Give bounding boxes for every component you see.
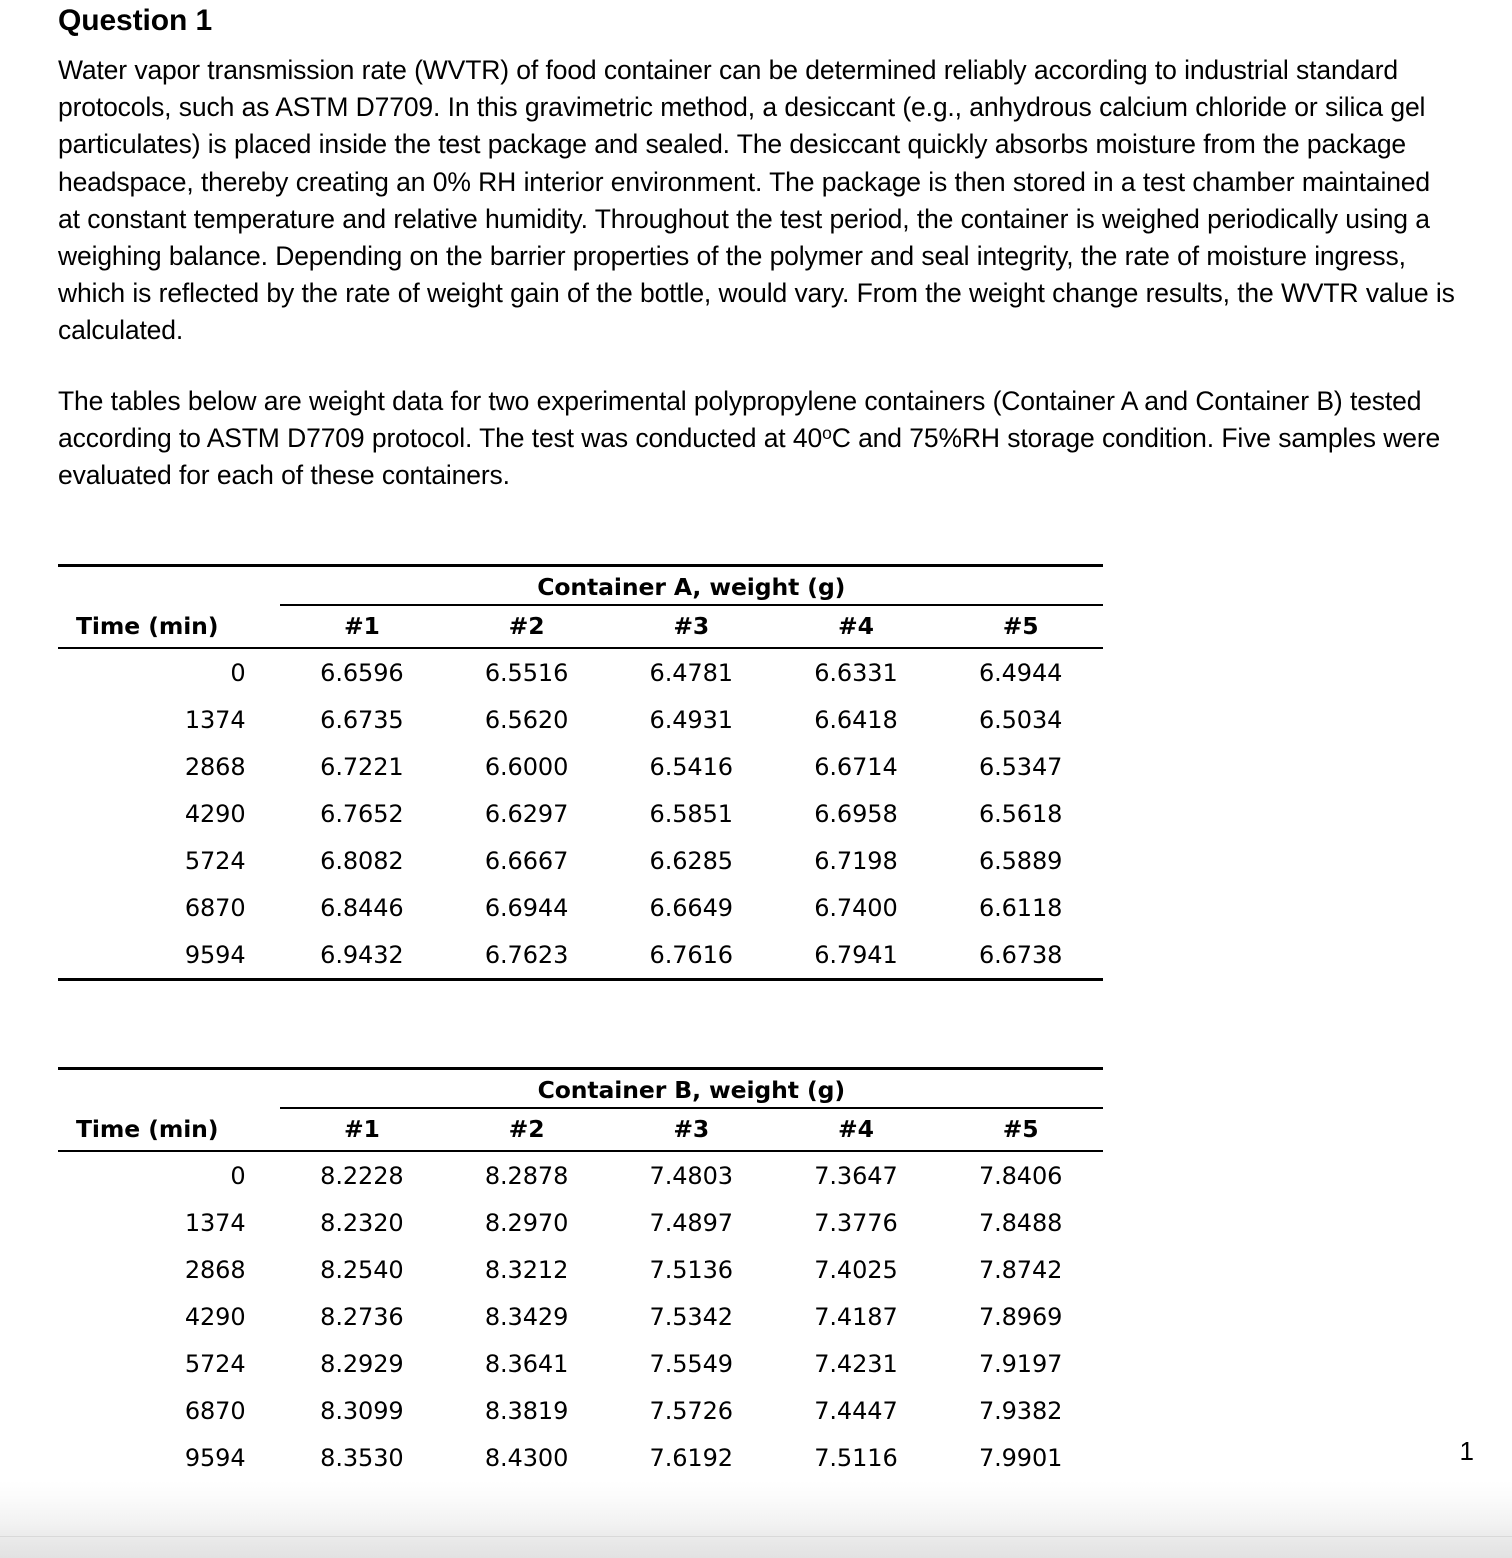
cell-value: 6.6667 xyxy=(484,846,569,875)
cell-value: 6.7652 xyxy=(320,799,404,828)
column-header-s4: #4 xyxy=(774,1108,939,1151)
cell-value: 8.2540 xyxy=(320,1255,404,1284)
cell-time: 4290 xyxy=(184,1302,246,1331)
column-header-s5: #5 xyxy=(938,605,1103,648)
cell-value: 6.7221 xyxy=(320,752,404,781)
cell-value: 7.5342 xyxy=(649,1302,733,1331)
cell-value: 8.2970 xyxy=(484,1208,569,1237)
cell-value: 6.6958 xyxy=(814,799,898,828)
cell-value: 6.9432 xyxy=(320,940,404,969)
cell-time: 4290 xyxy=(184,799,246,828)
cell-time: 1374 xyxy=(184,1208,246,1237)
degree-superscript: o xyxy=(822,422,832,443)
cell-value: 6.8446 xyxy=(320,893,404,922)
cell-value: 7.4025 xyxy=(814,1255,898,1284)
cell-value: 6.7623 xyxy=(484,940,569,969)
cell-value: 7.8742 xyxy=(978,1255,1063,1284)
cell-value: 8.3530 xyxy=(320,1443,404,1472)
table-row xyxy=(58,1434,1103,1483)
cell-time: 0 xyxy=(230,658,246,687)
table-row xyxy=(58,884,1103,931)
cell-value: 6.5347 xyxy=(978,752,1063,781)
cell-time: 2868 xyxy=(184,752,246,781)
table-row xyxy=(58,743,1103,790)
cell-value: 8.3641 xyxy=(484,1349,569,1378)
cell-value: 6.4781 xyxy=(649,658,733,687)
cell-value: 7.9197 xyxy=(978,1349,1063,1378)
cell-value: 6.7198 xyxy=(814,846,898,875)
container-b-table-wrapper xyxy=(58,1067,1103,1484)
table-column-header-row xyxy=(58,1108,1103,1151)
cell-value: 8.2878 xyxy=(484,1161,569,1190)
cell-time: 9594 xyxy=(184,940,246,969)
table-bottom-rule xyxy=(58,980,1103,982)
table-row xyxy=(58,1151,1103,1199)
page-bottom-edge xyxy=(0,1481,1512,1558)
cell-value: 6.6331 xyxy=(814,658,898,687)
span-blank-cell xyxy=(58,567,280,605)
cell-value: 6.6418 xyxy=(814,705,898,734)
cell-value: 7.4897 xyxy=(649,1208,733,1237)
container-b-table xyxy=(58,1067,1103,1484)
container-a-span-header: Container A, weight (g) xyxy=(280,567,1103,605)
cell-value: 6.5416 xyxy=(649,752,733,781)
cell-time: 6870 xyxy=(184,893,246,922)
cell-value: 6.6285 xyxy=(649,846,733,875)
tables-description-part2: C and 75%RH storage condition. Five samples were evaluated for each of these containers. xyxy=(58,422,1441,491)
cell-time: 0 xyxy=(230,1161,246,1190)
cell-value: 8.2320 xyxy=(320,1208,404,1237)
cell-value: 8.3212 xyxy=(484,1255,569,1284)
cell-value: 7.5549 xyxy=(649,1349,733,1378)
cell-value: 7.4231 xyxy=(814,1349,898,1378)
cell-value: 8.2929 xyxy=(320,1349,404,1378)
tables-description-part1: The tables below are weight data for two experimental polypropylene containers (Container A and Container B) tested according to ASTM D7709 protocol. The test was conducted at 40 xyxy=(58,385,1422,453)
cell-value: 6.4931 xyxy=(649,705,733,734)
container-b-span-header: Container B, weight (g) xyxy=(280,1070,1103,1108)
table-row xyxy=(58,1293,1103,1340)
cell-value: 8.4300 xyxy=(484,1443,569,1472)
table-row xyxy=(58,1246,1103,1293)
column-header-s3: #3 xyxy=(609,1108,774,1151)
cell-value: 7.9382 xyxy=(978,1396,1063,1425)
cell-value: 6.6118 xyxy=(978,893,1063,922)
cell-value: 6.4944 xyxy=(978,658,1063,687)
column-header-time: Time (min) xyxy=(58,1108,280,1151)
page-title: Question 1 xyxy=(58,4,213,37)
container-a-table-wrapper xyxy=(58,564,1103,981)
cell-value: 6.6297 xyxy=(484,799,569,828)
cell-value: 7.3776 xyxy=(814,1208,898,1237)
table-span-header-row xyxy=(58,567,1103,605)
cell-value: 6.7616 xyxy=(649,940,733,969)
cell-time: 5724 xyxy=(184,846,246,875)
cell-value: 6.5889 xyxy=(978,846,1063,875)
cell-value: 7.4803 xyxy=(649,1161,733,1190)
cell-value: 6.8082 xyxy=(320,846,404,875)
cell-value: 7.5136 xyxy=(649,1255,733,1284)
cell-value: 7.8406 xyxy=(978,1161,1063,1190)
container-a-table xyxy=(58,564,1103,981)
page-content xyxy=(58,0,1458,1484)
cell-value: 6.5034 xyxy=(978,705,1063,734)
cell-value: 6.6738 xyxy=(978,940,1063,969)
intro-paragraph: Water vapor transmission rate (WVTR) of food container can be determined reliably according to industrial standard protocols, such as ASTM D7709. In this gravimetric method, a desiccant (e.g., anhydrous calcium chloride or silica gel particulates) is placed inside the test package and sealed. The desiccant quickly absorbs moisture from the package headspace, thereby creating an 0% RH interior environment. The package is then stored in a test chamber maintained at constant temperature and relative humidity. Throughout the test period, the container is weighed periodically using a weighing balance. Depending on the barrier properties of the polymer and seal integrity, the rate of moisture ingress, which is reflected by the rate of weight gain of the bottle, would vary. From the weight change results, the WVTR value is calculated. xyxy=(58,55,1455,346)
cell-value: 6.5620 xyxy=(484,705,569,734)
cell-value: 8.3429 xyxy=(484,1302,569,1331)
cell-value: 6.5618 xyxy=(978,799,1063,828)
cell-time: 2868 xyxy=(184,1255,246,1284)
cell-value: 6.6596 xyxy=(320,658,404,687)
cell-value: 7.3647 xyxy=(814,1161,898,1190)
cell-value: 8.2736 xyxy=(320,1302,404,1331)
cell-value: 7.8488 xyxy=(978,1208,1063,1237)
column-header-s4: #4 xyxy=(774,605,939,648)
column-header-s1: #1 xyxy=(280,1108,445,1151)
cell-time: 6870 xyxy=(184,1396,246,1425)
cell-value: 6.6714 xyxy=(814,752,898,781)
page-edge-hairline xyxy=(0,1536,1512,1537)
cell-value: 6.5516 xyxy=(484,658,569,687)
tables-description-paragraph xyxy=(58,350,1458,495)
cell-value: 8.2228 xyxy=(320,1161,404,1190)
cell-value: 7.4447 xyxy=(814,1396,898,1425)
table-row xyxy=(58,837,1103,884)
table-span-header-row xyxy=(58,1070,1103,1108)
cell-value: 6.5851 xyxy=(649,799,733,828)
column-header-s3: #3 xyxy=(609,605,774,648)
table-row xyxy=(58,648,1103,696)
column-header-s2: #2 xyxy=(444,1108,609,1151)
cell-value: 7.9901 xyxy=(978,1443,1063,1472)
cell-time: 9594 xyxy=(184,1443,246,1472)
cell-value: 7.5116 xyxy=(814,1443,898,1472)
table-row xyxy=(58,696,1103,743)
column-header-s5: #5 xyxy=(938,1108,1103,1151)
table-row xyxy=(58,931,1103,980)
cell-value: 6.7941 xyxy=(814,940,898,969)
table-row xyxy=(58,1340,1103,1387)
cell-value: 7.4187 xyxy=(814,1302,898,1331)
cell-value: 7.5726 xyxy=(649,1396,733,1425)
cell-time: 1374 xyxy=(184,705,246,734)
span-blank-cell xyxy=(58,1070,280,1108)
cell-value: 6.6000 xyxy=(484,752,569,781)
column-header-s2: #2 xyxy=(444,605,609,648)
cell-value: 6.7400 xyxy=(814,893,898,922)
cell-time: 5724 xyxy=(184,1349,246,1378)
table-column-header-row xyxy=(58,605,1103,648)
table-row xyxy=(58,790,1103,837)
table-row xyxy=(58,1199,1103,1246)
table-row xyxy=(58,1387,1103,1434)
cell-value: 6.6649 xyxy=(649,893,733,922)
column-header-time: Time (min) xyxy=(58,605,280,648)
cell-value: 7.8969 xyxy=(978,1302,1063,1331)
cell-value: 7.6192 xyxy=(649,1443,733,1472)
page-number: 1 xyxy=(1459,1436,1474,1466)
cell-value: 6.6944 xyxy=(484,893,569,922)
cell-value: 8.3099 xyxy=(320,1396,404,1425)
cell-value: 6.6735 xyxy=(320,705,404,734)
column-header-s1: #1 xyxy=(280,605,445,648)
cell-value: 8.3819 xyxy=(484,1396,569,1425)
